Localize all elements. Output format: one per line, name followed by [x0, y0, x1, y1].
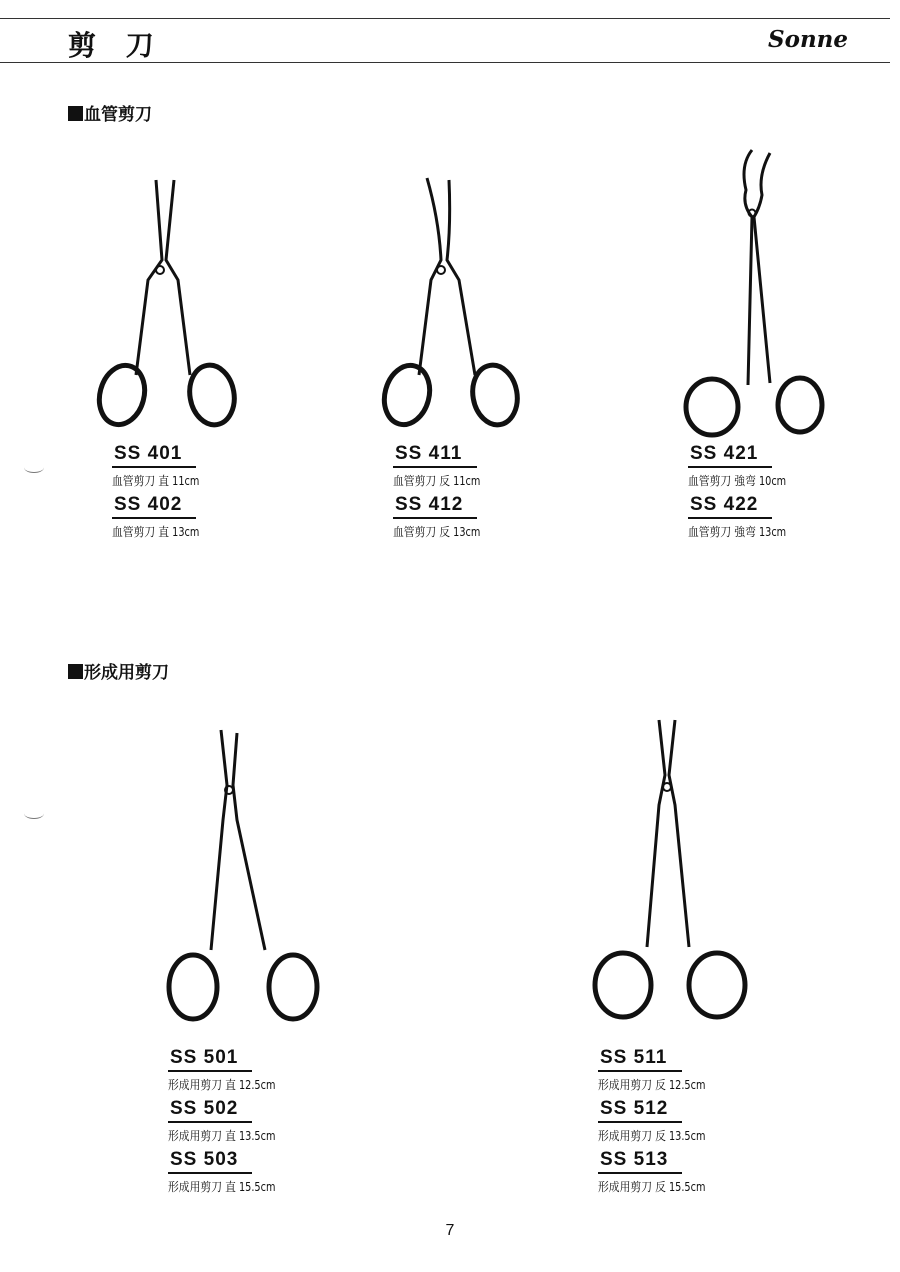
product-desc: 血管剪刀 強弯 10cm [688, 474, 787, 488]
product-desc: 血管剪刀 反 13cm [393, 525, 481, 539]
square-bullet-icon [68, 664, 83, 679]
product-code: SS 412 [393, 494, 477, 519]
product-desc: 形成用剪刀 直 12.5cm [168, 1078, 276, 1092]
brand-logo: Sonne [768, 26, 849, 53]
product-labels [598, 1047, 717, 1200]
square-bullet-icon [68, 106, 83, 121]
product-desc: 血管剪刀 強弯 13cm [688, 525, 787, 539]
product-desc: 形成用剪刀 反 12.5cm [598, 1078, 706, 1092]
product-desc: 形成用剪刀 反 13.5cm [598, 1129, 706, 1143]
product-code: SS 401 [112, 443, 196, 468]
binder-hole-mark [24, 462, 44, 473]
curved-plastic-scissors-icon [585, 715, 765, 1030]
section-title-vascular [68, 100, 152, 125]
section-title-plastic [68, 658, 169, 683]
product-desc: 形成用剪刀 反 15.5cm [598, 1180, 706, 1194]
product-code: SS 501 [168, 1047, 252, 1072]
product-desc: 血管剪刀 直 13cm [112, 525, 200, 539]
product-desc: 形成用剪刀 直 15.5cm [168, 1180, 276, 1194]
product-code: SS 422 [688, 494, 772, 519]
page-title: 剪 刀 [68, 29, 164, 62]
header-top-rule [0, 18, 890, 19]
curved-vascular-scissors-icon [375, 170, 535, 430]
straight-vascular-scissors-icon [90, 170, 250, 430]
product-labels [688, 443, 797, 545]
product-code: SS 421 [688, 443, 772, 468]
product-code: SS 402 [112, 494, 196, 519]
strong-curve-vascular-scissors-icon [670, 145, 840, 435]
product-code: SS 511 [598, 1047, 682, 1072]
product-desc: 血管剪刀 直 11cm [112, 474, 200, 488]
product-code: SS 503 [168, 1149, 252, 1174]
product-labels [168, 1047, 287, 1200]
product-code: SS 502 [168, 1098, 252, 1123]
product-labels [393, 443, 490, 545]
product-code: SS 513 [598, 1149, 682, 1174]
page-number: 7 [445, 1222, 455, 1239]
binder-hole-mark [24, 808, 44, 819]
straight-plastic-scissors-icon [155, 725, 335, 1030]
header-bottom-rule [0, 62, 890, 63]
product-desc: 血管剪刀 反 11cm [393, 474, 481, 488]
product-code: SS 512 [598, 1098, 682, 1123]
product-labels [112, 443, 209, 545]
product-desc: 形成用剪刀 直 13.5cm [168, 1129, 276, 1143]
product-code: SS 411 [393, 443, 477, 468]
section-title-text: 血管剪刀 [84, 105, 152, 125]
section-title-text: 形成用剪刀 [84, 663, 169, 683]
